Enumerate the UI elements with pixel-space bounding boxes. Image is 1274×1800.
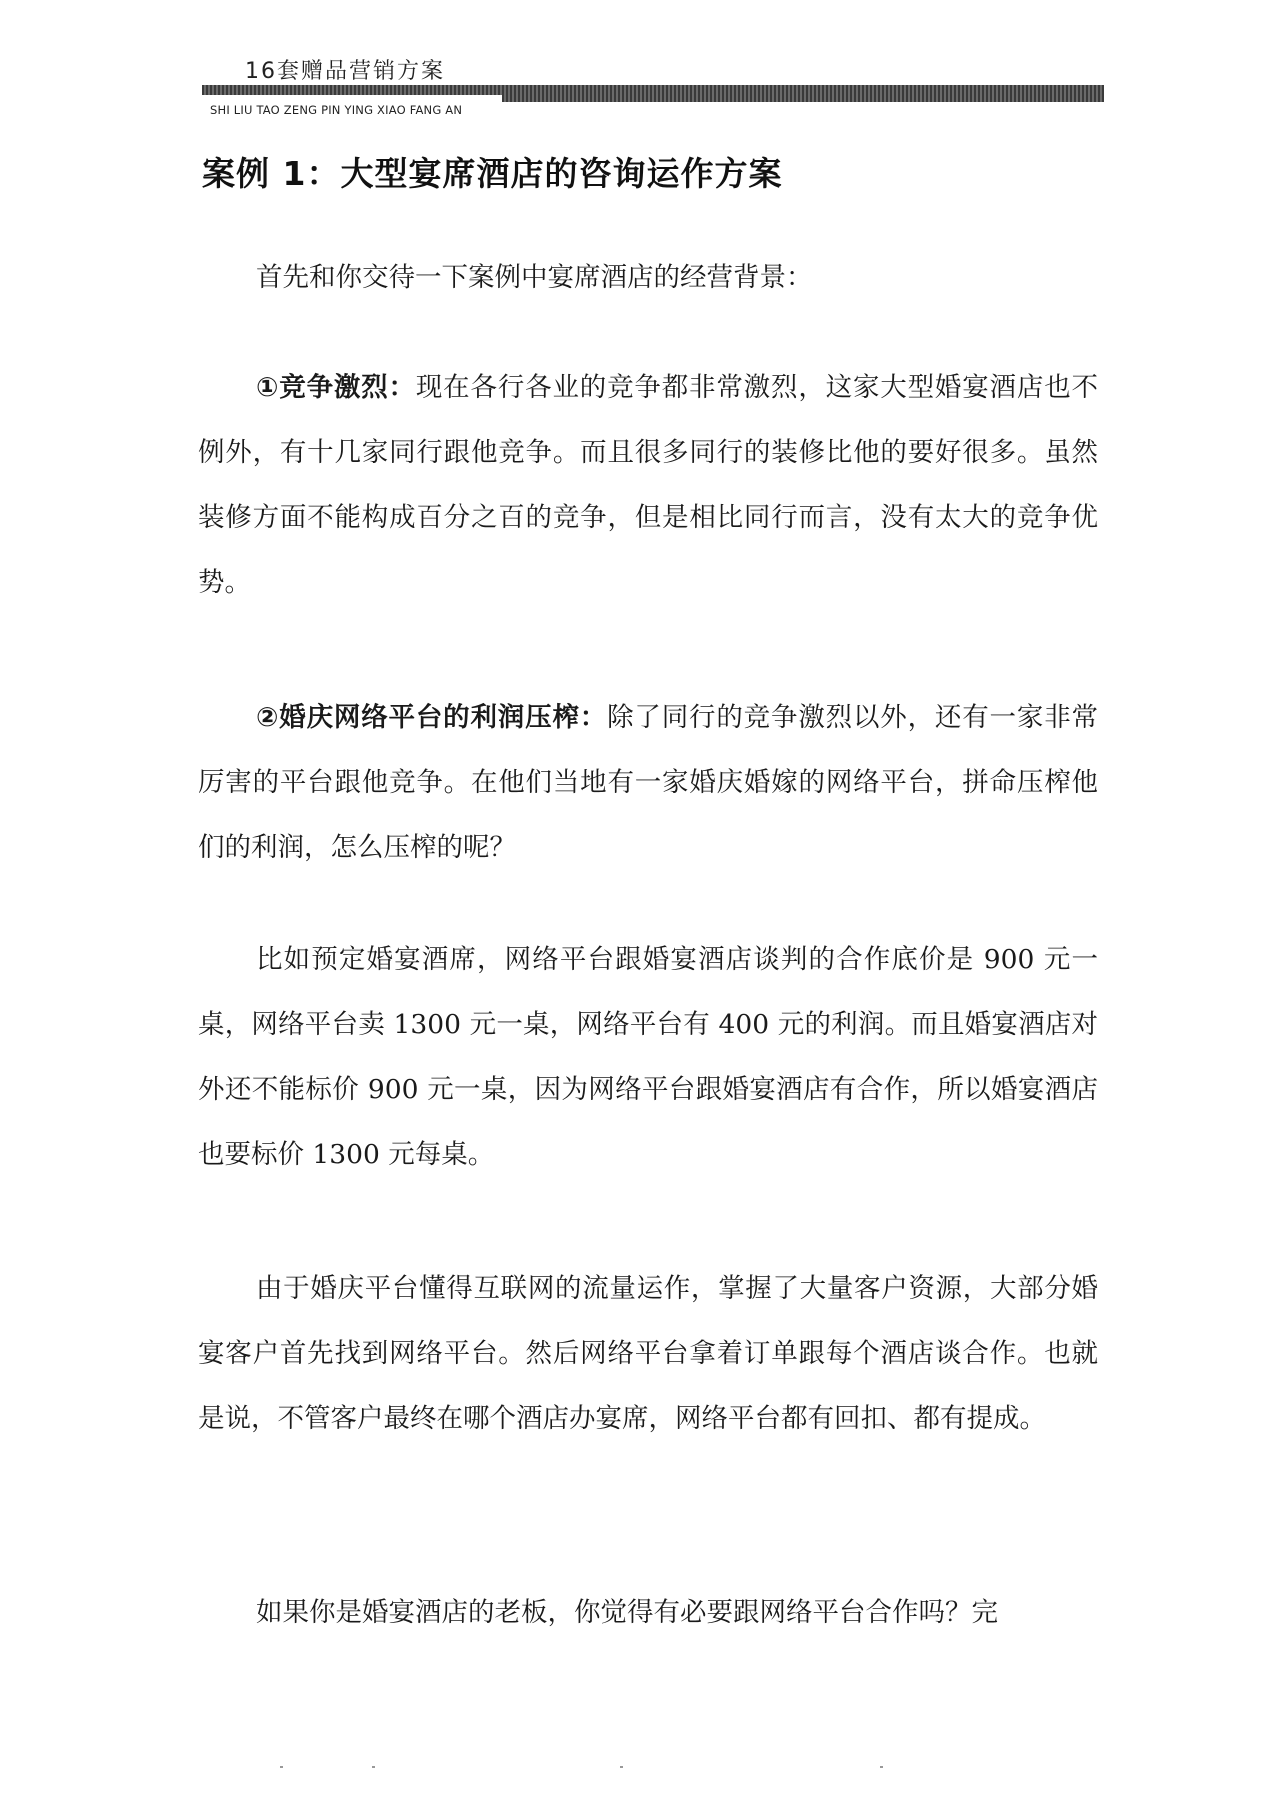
scan-specks (0, 1764, 1274, 1772)
paragraph-platform (198, 685, 1098, 880)
paragraph-pricing: 比如预定婚宴酒席，网络平台跟婚宴酒店谈判的合作底价是 900 元一桌，网络平台卖 1300 元一桌，网络平台有 400 元的利润。而且婚宴酒店对外还不能标价 900 元一桌，因为网络平台跟婚宴酒店有合作，所以婚宴酒店也要标价 1300 元每桌。 (198, 944, 1098, 1170)
speck (620, 1766, 623, 1768)
paragraph-competition-text: 现在各行各业的竞争都非常激烈，这家大型婚宴酒店也不例外，有十几家同行跟他竞争。而且很多同行的装修比他的要好很多。虽然装修方面不能构成百分之百的竞争，但是相比同行而言，没有太大的竞争优势。 (198, 372, 1099, 598)
speck (372, 1766, 375, 1768)
paragraph-question: 如果你是婚宴酒店的老板，你觉得有必要跟网络平台合作吗？完 (256, 1597, 998, 1628)
paragraph-platform-text: 除了同行的竞争激烈以外，还有一家非常厉害的平台跟他竞争。在他们当地有一家婚庆婚嫁的网络平台，拼命压榨他们的利润，怎么压榨的呢？ (198, 702, 1099, 863)
case-title: 案例 1：大型宴席酒店的咨询运作方案 (202, 154, 783, 193)
speck (880, 1766, 883, 1768)
paragraph-platform-lead: ②婚庆网络平台的利润压榨： (256, 702, 608, 733)
paragraph-traffic: 由于婚庆平台懂得互联网的流量运作，掌握了大量客户资源，大部分婚宴客户首先找到网络平台。然后网络平台拿着订单跟每个酒店谈合作。也就是说，不管客户最终在哪个酒店办宴席，网络平台都有回扣、都有提成。 (198, 1273, 1098, 1434)
intro-paragraph: 首先和你交待一下案例中宴席酒店的经营背景： (256, 262, 813, 293)
header-subtitle: SHI LIU TAO ZENG PIN YING XIAO FANG AN (210, 103, 463, 117)
header-title: 16套赠品营销方案 (245, 59, 445, 84)
header-bar-gap (202, 95, 502, 103)
speck (280, 1766, 283, 1768)
paragraph-competition (198, 355, 1098, 615)
paragraph-competition-lead: ①竞争激烈： (256, 372, 416, 403)
